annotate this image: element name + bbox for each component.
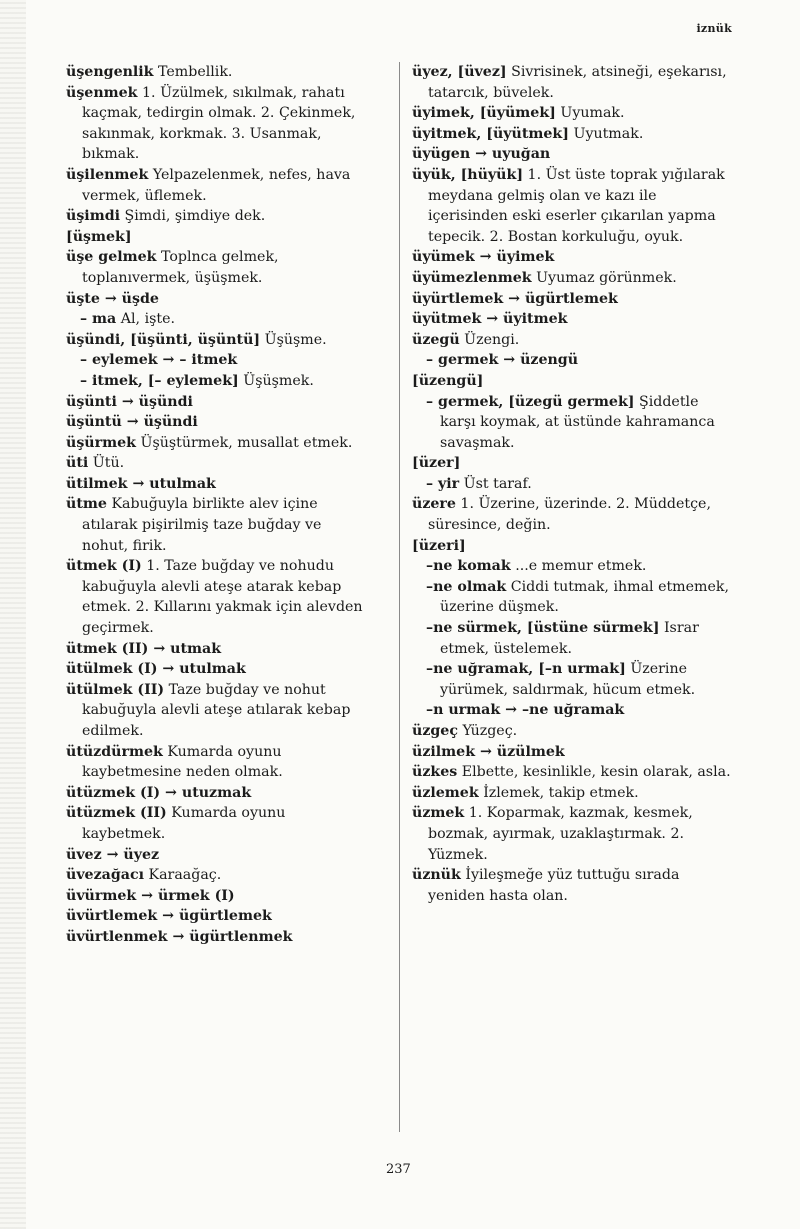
entry-headword: üvez → üyez [66, 846, 160, 863]
entry-gloss: Kumarda oyunu kaybetmek. [82, 805, 286, 842]
dictionary-entry [66, 680, 372, 742]
entry-gloss: Uyumaz görünmek. [536, 269, 677, 286]
entry-gloss: Kabuğuyla birlikte alev içine atılarak pişirilmiş taze buğday ve nohut, firik. [82, 496, 322, 554]
entry-headword: ütmek (II) → utmak [66, 640, 222, 657]
entry-headword: üşenmek [66, 84, 138, 101]
entry-headword: üşte → üşde [66, 290, 159, 307]
entry-gloss: Tembellik. [158, 64, 233, 80]
entry-headword: üvürtlemek → ügürtlemek [66, 908, 272, 925]
dictionary-entry [412, 350, 734, 371]
entry-headword: [üşmek] [66, 228, 132, 245]
column-divider [399, 62, 400, 1132]
entry-headword: üzkes [412, 764, 458, 781]
entry-headword: üyümezlenmek [412, 269, 532, 286]
entry-headword: üyük, [hüyük] [412, 166, 524, 183]
dictionary-entry [412, 309, 734, 330]
dictionary-entry [66, 289, 372, 310]
dictionary-entry [66, 62, 372, 83]
dictionary-entry [412, 577, 734, 618]
entry-headword: üzere [412, 496, 456, 513]
entry-gloss: Uyutmak. [573, 125, 644, 142]
dictionary-entry [66, 783, 372, 804]
entry-headword: üzilmek → üzülmek [412, 743, 565, 760]
entry-headword: [üzer] [412, 455, 461, 472]
dictionary-entry [66, 309, 372, 330]
entry-gloss: Üzerine yürümek, saldırmak, hücum etmek. [440, 661, 696, 698]
dictionary-entry [66, 742, 372, 783]
dictionary-entry [412, 392, 734, 454]
entry-headword: üznük [412, 867, 461, 884]
entry-headword: üyez, [üvez] [412, 64, 507, 80]
entry-headword: – eylemek → – itmek [80, 352, 238, 369]
dictionary-entry [412, 247, 734, 268]
entry-headword: üyügen → uyuğan [412, 146, 551, 163]
entry-gloss: Üzengi. [464, 331, 520, 348]
dictionary-entry [412, 700, 734, 721]
entry-headword: üvezağacı [66, 867, 144, 884]
dictionary-entry [412, 289, 734, 310]
dictionary-entry [412, 268, 734, 289]
entry-gloss: Üşüştürmek, musallat etmek. [140, 434, 353, 451]
left-column [66, 62, 372, 948]
entry-headword: ütüzmek (I) → utuzmak [66, 784, 252, 801]
entry-headword: üşe gelmek [66, 249, 157, 266]
entry-headword: – germek, [üzegü germek] [426, 393, 635, 410]
dictionary-entry [66, 865, 372, 886]
entry-headword: üyitmek, [üyütmek] [412, 125, 569, 142]
entry-gloss: Üşüşme. [264, 331, 327, 348]
entry-gloss: Şimdi, şimdiye dek. [124, 208, 266, 225]
dictionary-entry [412, 103, 734, 124]
entry-gloss: Karaağaç. [148, 867, 222, 884]
dictionary-entry [66, 165, 372, 206]
entry-headword: üşüntü → üşündi [66, 414, 198, 431]
entry-headword: –n urmak → –ne uğramak [426, 702, 625, 719]
entry-headword: üyütmek → üyitmek [412, 311, 568, 328]
entry-headword: – germek → üzengü [426, 352, 579, 369]
dictionary-entry [66, 556, 372, 638]
dictionary-entry [66, 494, 372, 556]
entry-headword: ütülmek (I) → utulmak [66, 661, 246, 678]
dictionary-entry [66, 392, 372, 413]
dictionary-entry [412, 62, 734, 103]
entry-gloss: 1. Taze buğday ve nohudu kabuğuyla alevli ateşe atarak kebap etmek. 2. Kıllarını yakmak için alevden geçirmek. [82, 558, 363, 637]
dictionary-entry [66, 206, 372, 227]
dictionary-entry [412, 536, 734, 557]
entry-headword: ütmek (I) [66, 558, 142, 575]
entry-gloss: 1. Üst üste toprak yığılarak meydana gelmiş olan ve kazı ile içerisinden eski eserler çıkarılan yapma tepecik. 2. Bostan korkuluğu, oyuk. [428, 166, 725, 245]
entry-headword: –ne sürmek, [üstüne sürmek] [426, 620, 660, 637]
entry-headword: – itmek, [– eylemek] [80, 372, 239, 389]
dictionary-entry [412, 803, 734, 865]
entry-headword: üşündi, [üşünti, üşüntü] [66, 331, 261, 348]
entry-gloss: Sivrisinek, atsineği, eşekarısı, tatarcık, büvelek. [428, 64, 727, 101]
entry-gloss: Al, işte. [120, 311, 175, 328]
entry-headword: –ne komak [426, 558, 511, 575]
entry-headword: üşilenmek [66, 166, 149, 183]
dictionary-entry [66, 371, 372, 392]
entry-headword: ütilmek → utulmak [66, 475, 216, 492]
dictionary-entry [412, 659, 734, 700]
entry-gloss: Israr etmek, üstelemek. [440, 620, 699, 657]
scan-edge [0, 0, 26, 1229]
entry-headword: –ne olmak [426, 578, 507, 595]
entry-headword: ütüzdürmek [66, 743, 163, 760]
dictionary-entry [66, 433, 372, 454]
entry-gloss: Ciddi tutmak, ihmal etmemek, üzerine düşmek. [440, 578, 729, 616]
dictionary-entry [412, 865, 734, 906]
dictionary-entry [66, 659, 372, 680]
dictionary-entry [66, 453, 372, 474]
entry-gloss: Taze buğday ve nohut kabuğuyla alevli ateşe atılarak kebap edilmek. [82, 681, 351, 739]
dictionary-entry [66, 927, 372, 948]
entry-headword: üvürtlenmek → ügürtlenmek [66, 928, 293, 945]
entry-headword: üzmek [412, 805, 465, 822]
entry-headword: –ne uğramak, [–n urmak] [426, 661, 626, 678]
entry-gloss: 1. Koparmak, kazmak, kesmek, bozmak, ayırmak, uzaklaştırmak. 2. Yüzmek. [428, 805, 693, 863]
dictionary-entry [66, 906, 372, 927]
entry-headword: – ma [80, 311, 117, 328]
dictionary-entry [412, 762, 734, 783]
dictionary-entry [412, 474, 734, 495]
entry-headword: ütme [66, 496, 107, 513]
entry-headword: ütüzmek (II) [66, 805, 167, 822]
dictionary-entry [66, 227, 372, 248]
dictionary-entry [66, 803, 372, 844]
dictionary-entry [66, 350, 372, 371]
page-number: 237 [386, 1162, 411, 1177]
entry-gloss: Şiddetle karşı koymak, at üstünde kahramanca savaşmak. [440, 393, 715, 451]
dictionary-entry [412, 330, 734, 351]
dictionary-entry [66, 886, 372, 907]
entry-gloss: Yelpazelenmek, nefes, hava vermek, üflemek. [82, 166, 351, 204]
dictionary-entry [412, 742, 734, 763]
entry-headword: ütülmek (II) [66, 681, 165, 698]
dictionary-entry [66, 83, 372, 165]
entry-gloss: Üst taraf. [463, 475, 532, 492]
right-column [412, 62, 734, 906]
entry-gloss: 1. Üzerine, üzerinde. 2. Müddetçe, süresince, değin. [428, 496, 711, 534]
dictionary-entry [412, 124, 734, 145]
dictionary-entry [412, 618, 734, 659]
dictionary-entry [66, 845, 372, 866]
entry-gloss: Üşüşmek. [243, 372, 314, 389]
dictionary-entry [66, 639, 372, 660]
entry-headword: üşengenlik [66, 64, 154, 80]
entry-headword: üşünti → üşündi [66, 393, 193, 410]
entry-gloss: ...e memur etmek. [515, 558, 647, 575]
dictionary-entry [412, 721, 734, 742]
entry-headword: üti [66, 455, 89, 472]
entry-headword: [üzeri] [412, 537, 466, 554]
entry-headword: – yir [426, 475, 460, 492]
entry-gloss: İzlemek, takip etmek. [483, 784, 639, 801]
entry-headword: üzlemek [412, 784, 479, 801]
dictionary-entry [412, 453, 734, 474]
dictionary-entry [412, 556, 734, 577]
dictionary-entry [412, 494, 734, 535]
entry-gloss: Toplnca gelmek, toplanıvermek, üşüşmek. [82, 249, 279, 286]
entry-gloss: Uyumak. [560, 105, 625, 122]
entry-gloss: İyileşmeğe yüz tuttuğu sırada yeniden hasta olan. [428, 867, 680, 904]
entry-headword: üzegü [412, 331, 460, 348]
entry-headword: üşimdi [66, 208, 121, 225]
entry-headword: üzgeç [412, 723, 458, 739]
dictionary-entry [412, 371, 734, 392]
entry-headword: üyürtlemek → ügürtlemek [412, 290, 618, 307]
dictionary-entry [412, 165, 734, 247]
entry-gloss: 1. Üzülmek, sıkılmak, rahatı kaçmak, tedirgin olmak. 2. Çekinmek, sakınmak, korkmak. 3. Usanmak, bıkmak. [82, 84, 356, 163]
entry-gloss: Elbette, kesinlikle, kesin olarak, asla. [461, 764, 731, 781]
entry-headword: [üzengü] [412, 372, 484, 389]
dictionary-entry [66, 412, 372, 433]
entry-headword: üyimek, [üyümek] [412, 105, 556, 122]
entry-headword: üyümek → üyimek [412, 249, 555, 266]
entry-gloss: Yüzgeç. [462, 723, 518, 739]
entry-gloss: Ütü. [92, 455, 125, 472]
dictionary-entry [66, 247, 372, 288]
entry-gloss: Kumarda oyunu kaybetmesine neden olmak. [82, 743, 283, 781]
dictionary-entry [412, 783, 734, 804]
running-head: iznük [696, 22, 732, 35]
entry-headword: üşürmek [66, 434, 136, 451]
dictionary-entry [66, 474, 372, 495]
dictionary-entry [66, 330, 372, 351]
entry-headword: üvürmek → ürmek (I) [66, 887, 235, 904]
dictionary-entry [412, 144, 734, 165]
